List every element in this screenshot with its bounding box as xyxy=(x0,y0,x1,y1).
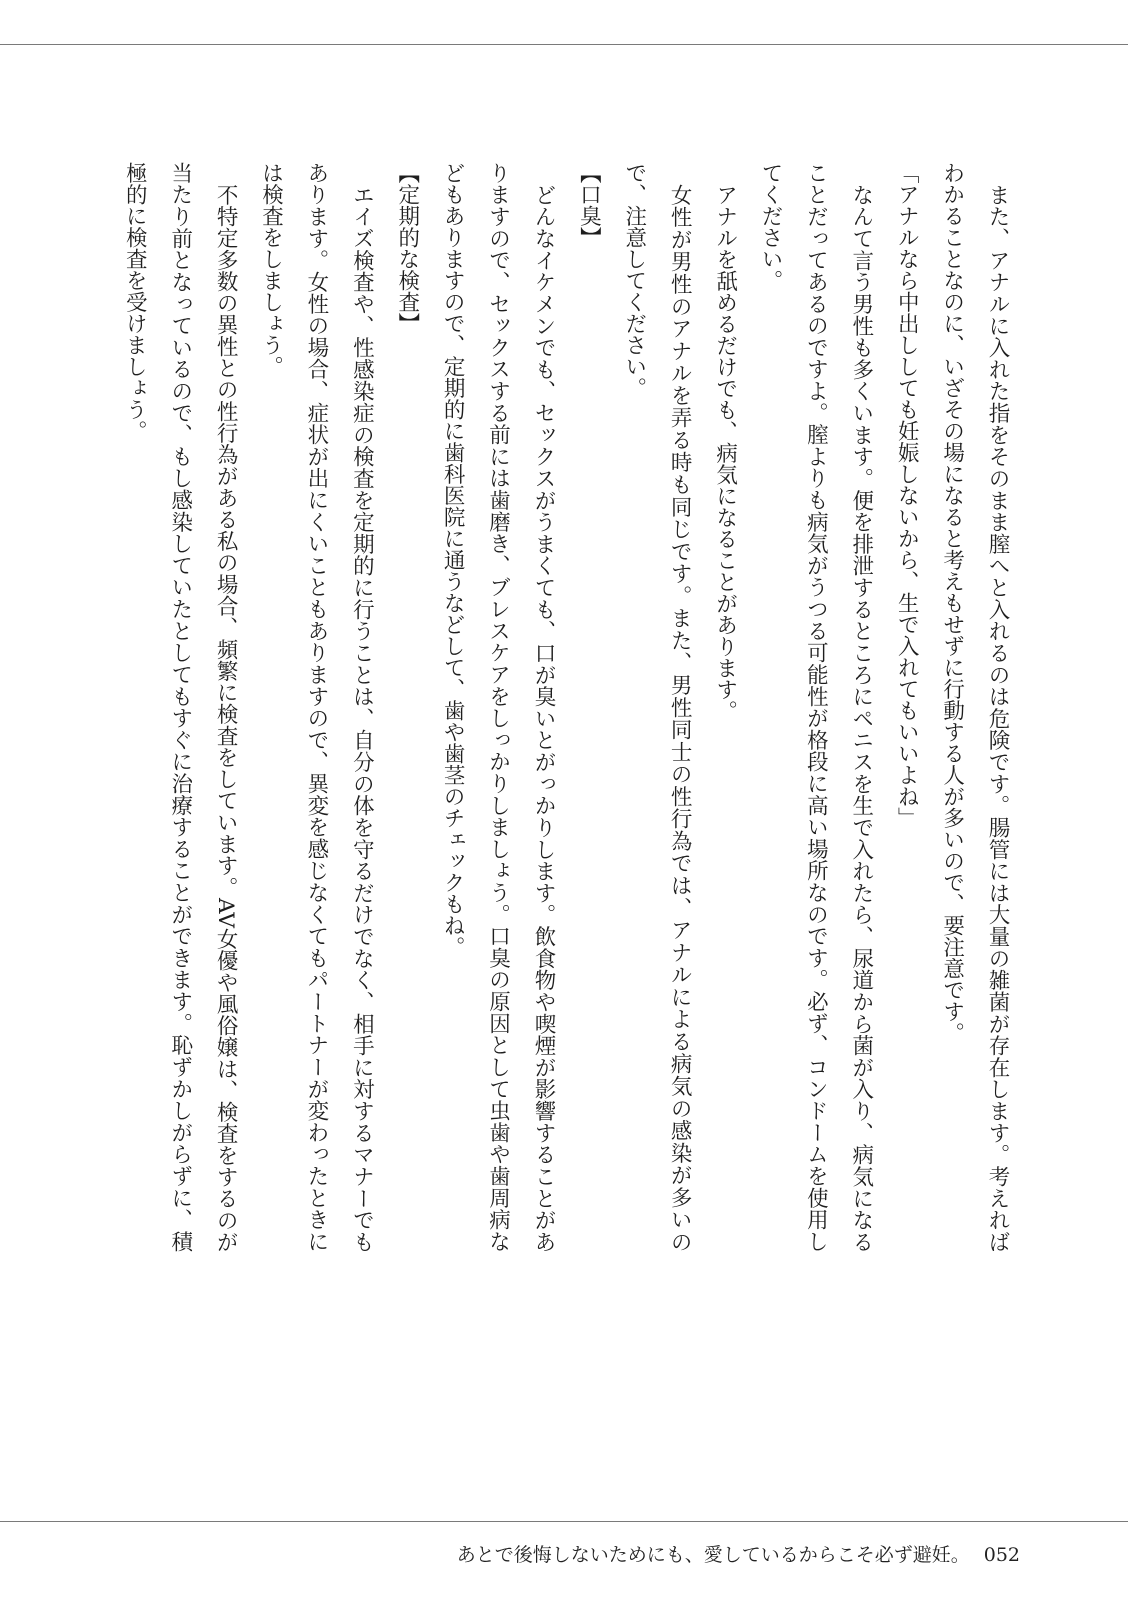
paragraph: エイズ検査や、性感染症の検査を定期的に行うことは、自分の体を守るだけでなく、相手に対するマナーでもあります。女性の場合、症状が出にくいこともありますので、異変を感じなくてもパートナーが変わったときには検査をしましょう。 xyxy=(258,162,375,1252)
header-rule xyxy=(0,44,1128,45)
body-text xyxy=(110,162,1020,1252)
paragraph: 不特定多数の異性との性行為がある私の場合、頻繁に検査をしています。AV女優や風俗嬢は、検査をするのが当たり前となっているので、もし感染していたとしてもすぐに治療することができます。恥ずかしがらずに、積極的に検査を受けましょう。 xyxy=(122,162,239,1252)
page-number: 052 xyxy=(983,1544,1020,1566)
page-footer xyxy=(457,1542,1020,1568)
quoted-line: 「アナルなら中出ししても妊娠しないから、生で入れてもいいよね」 xyxy=(894,162,920,829)
paragraph: なんて言う男性も多くいます。便を排泄するところにペニスを生で入れたら、尿道から菌が入り、病気になることだってあるのですよ。膣よりも病気がうつる可能性が格段に高い場所なのです。必ず、コンドームを使用してください。 xyxy=(757,162,874,1252)
footer-rule xyxy=(0,1521,1128,1522)
section-heading-regular-checkup: 【定期的な検査】 xyxy=(394,162,420,334)
section-heading-bad-breath: 【口臭】 xyxy=(576,162,602,248)
paragraph: どんなイケメンでも、セックスがうまくても、口が臭いとがっかりします。飲食物や喫煙が影響することがありますので、セックスする前には歯磨き、ブレスケアをしっかりしましょう。口臭の原因として虫歯や歯周病などもありますので、定期的に歯科医院に通うなどして、歯や歯茎のチェックもね。 xyxy=(440,162,556,1252)
paragraph: アナルを舐めるだけでも、病気になることがあります。 xyxy=(712,183,738,721)
paragraph: 女性が男性のアナルを弄る時も同じです。また、男性同士の性行為では、アナルによる病気の感染が多いので、注意してください。 xyxy=(621,162,693,1252)
paragraph: また、アナルに入れた指をそのまま膣へと入れるのは危険です。腸管には大量の雑菌が存在します。考えればわかることなのに、いざその場になると考えもせずに行動する人が多いので、要注意です。 xyxy=(939,162,1010,1252)
running-title: あとで後悔しないためにも、愛しているからこそ必ず避妊。 xyxy=(456,1544,970,1566)
